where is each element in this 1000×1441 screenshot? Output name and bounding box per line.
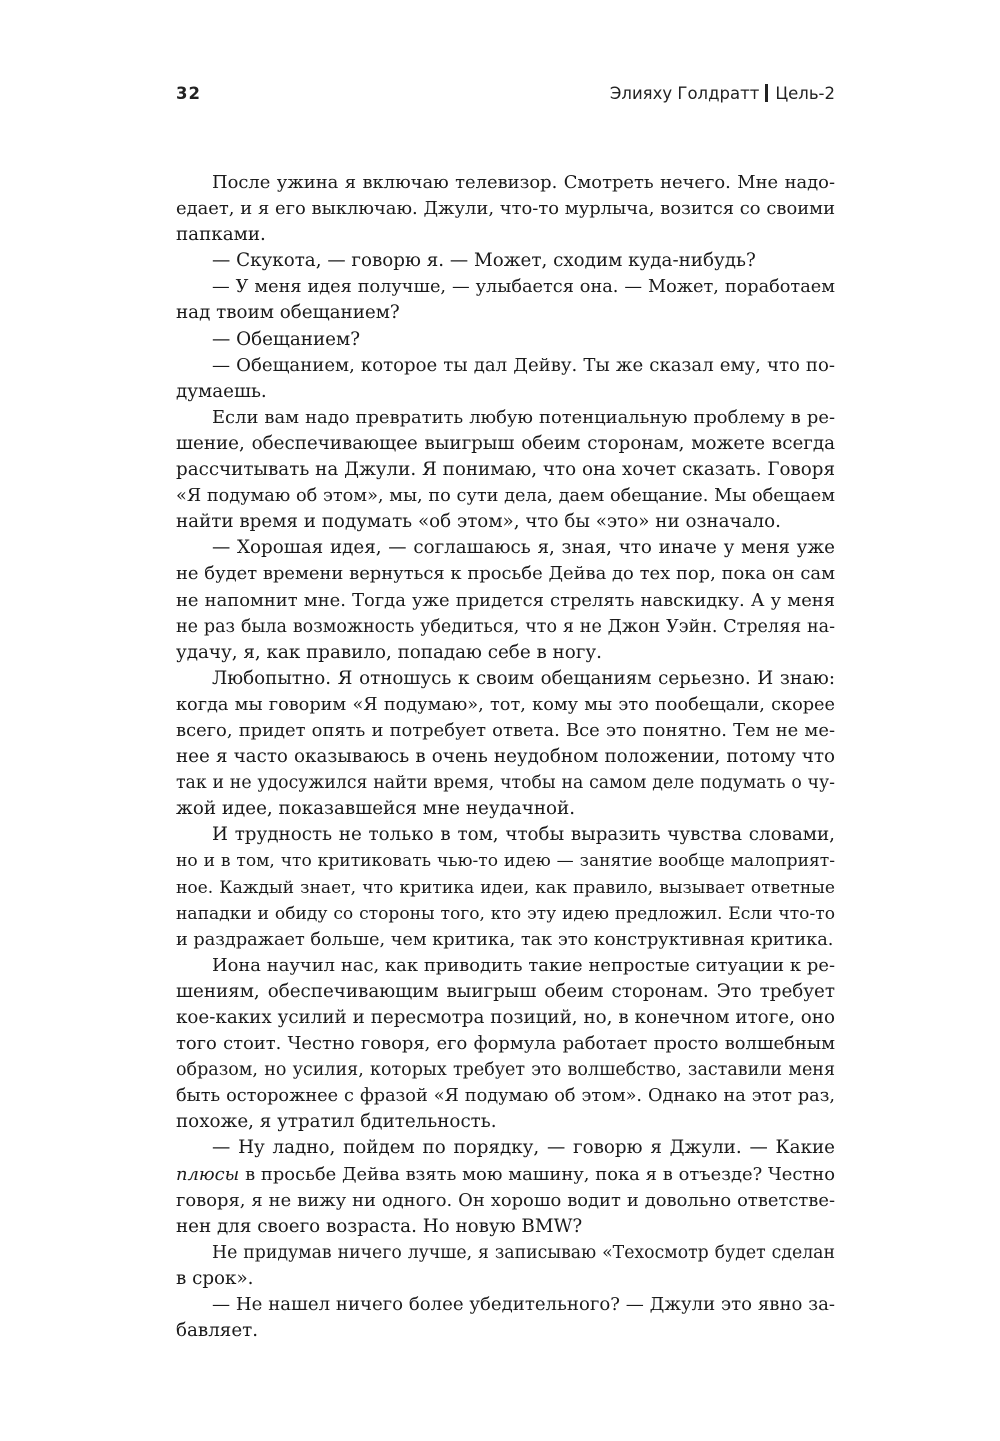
emphasized-word: плюсы: [176, 1163, 240, 1185]
line-text: — Хорошая идея, — соглашаюсь я, зная, что иначе у меня уже: [212, 537, 835, 559]
line-text: над твоим обещанием?: [176, 302, 400, 324]
header-separator: [765, 84, 768, 102]
line-text: когда мы говорим «Я подумаю», тот, кому мы это пообещали, скорее: [176, 694, 835, 715]
line-text: всего, придет опять и потребует ответа. Все это понятно. Тем не ме-: [176, 719, 835, 741]
text-line: [176, 353, 835, 379]
text-line: [176, 1057, 835, 1083]
line-text: не напомнит мне. Тогда уже придется стрелять навскидку. А у меня: [176, 589, 835, 611]
text-line: [176, 535, 835, 561]
text-line: [176, 1240, 835, 1266]
line-text: и раздражает больше, чем критика, так это конструктивная критика.: [176, 929, 834, 950]
text-line: [176, 1005, 835, 1031]
text-line: [176, 614, 835, 640]
text-line: [176, 561, 835, 587]
text-line: [176, 770, 835, 796]
text-line: [176, 953, 835, 979]
text-line: [176, 1214, 835, 1240]
line-text: ное. Каждый знает, что критика идеи, как правило, вызывает ответные: [176, 877, 835, 898]
text-line: [176, 1083, 835, 1109]
line-text: не раз была возможность убедиться, что я не Джон Уэйн. Стреляя на-: [176, 616, 835, 637]
text-line: [176, 744, 835, 770]
line-text: жой идее, показавшейся мне неудачной.: [176, 798, 576, 820]
text-line: [176, 405, 835, 431]
text-line: [176, 875, 835, 901]
text-line: [176, 1318, 835, 1344]
text-line: [176, 509, 835, 535]
line-text: говоря, я не вижу ни одного. Он хорошо водит и довольно ответстве-: [176, 1189, 835, 1211]
text-line: [176, 1266, 835, 1292]
page-number: 32: [176, 84, 201, 103]
line-text: Не придумав ничего лучше, я записываю «Техосмотр будет сделан: [212, 1242, 835, 1263]
text-line: [176, 1135, 835, 1161]
line-text: нее я часто оказываюсь в очень неудобном положении, потому что: [176, 746, 835, 768]
text-line: [176, 483, 835, 509]
line-text: быть осторожнее с фразой «Я подумаю об этом». Однако на этот раз,: [176, 1086, 835, 1107]
text-line: [176, 327, 835, 353]
line-text: — Ну ладно, пойдем по порядку, — говорю я Джули. — Какие: [212, 1137, 835, 1159]
text-line: [176, 196, 835, 222]
text-line: [176, 822, 835, 848]
line-text: Иона научил нас, как приводить такие непростые ситуации к ре-: [212, 954, 835, 976]
line-text: похоже, я утратил бдительность.: [176, 1111, 497, 1133]
text-line: [176, 431, 835, 457]
line-text: едает, и я его выключаю. Джули, что-то мурлыча, возится со своими: [176, 198, 835, 220]
text-line: [176, 1109, 835, 1135]
line-text: Если вам надо превратить любую потенциальную проблему в ре-: [212, 406, 835, 428]
text-line: [176, 718, 835, 744]
line-text: папками.: [176, 224, 266, 246]
line-text: думаешь.: [176, 380, 267, 402]
line-text: шениям, обеспечивающим выигрыш обеим сторонам. Это требует: [176, 980, 835, 1002]
text-line: [176, 666, 835, 692]
line-text: в срок».: [176, 1267, 254, 1289]
text-line: [176, 1162, 835, 1188]
text-line: [176, 457, 835, 483]
line-text: нападки и обиду со стороны того, кто эту идею предложил. Если что-то: [176, 903, 835, 924]
text-line: [176, 901, 835, 927]
text-line: [176, 796, 835, 822]
body-text: [176, 170, 835, 1344]
text-line: [176, 640, 835, 666]
line-text: рассчитывать на Джули. Я понимаю, что она хочет сказать. Говоря: [176, 459, 835, 481]
text-line: [176, 588, 835, 614]
line-text: «Я подумаю об этом», мы, по сути дела, даем обещание. Мы обещаем: [176, 486, 835, 507]
running-head: [610, 84, 835, 103]
line-text: — Скукота, — говорю я. — Может, сходим куда-нибудь?: [212, 250, 756, 272]
line-text: И трудность не только в том, чтобы выразить чувства словами,: [212, 824, 835, 846]
text-line: [176, 848, 835, 874]
text-line: [176, 379, 835, 405]
line-text: так и не удосужился найти время, чтобы на самом деле подумать о чу-: [176, 773, 835, 794]
text-line: [176, 300, 835, 326]
line-text: — Не нашел ничего более убедительного? — Джули это явно за-: [212, 1294, 835, 1316]
text-line: [176, 1188, 835, 1214]
text-line: [176, 979, 835, 1005]
line-text: в просьбе Дейва взять мою машину, пока я в отъезде? Честно: [239, 1163, 835, 1185]
text-line: [176, 1292, 835, 1318]
line-text: После ужина я включаю телевизор. Смотреть нечего. Мне надо-: [212, 172, 835, 193]
line-text: шение, обеспечивающее выигрыш обеим сторонам, можете всегда: [176, 432, 835, 454]
line-text: — У меня идея получше, — улыбается она. — Может, поработаем: [212, 277, 835, 298]
author-name: Элияху Голдратт: [609, 84, 760, 103]
text-line: [176, 1031, 835, 1057]
line-text: Любопытно. Я отношусь к своим обещаниям серьезно. И знаю:: [212, 667, 835, 689]
line-text: найти время и подумать «об этом», что бы «это» ни означало.: [176, 511, 781, 533]
text-line: [176, 170, 835, 196]
line-text: бавляет.: [176, 1320, 259, 1342]
line-text: — Обещанием, которое ты дал Дейву. Ты же сказал ему, что по-: [212, 354, 835, 376]
text-line: [176, 274, 835, 300]
running-header: [176, 84, 835, 110]
text-line: [176, 222, 835, 248]
book-title: Цель-2: [775, 84, 835, 103]
text-line: [176, 248, 835, 274]
line-text: кое-каких усилий и пересмотра позиций, но, в конечном итоге, оно: [176, 1007, 835, 1028]
line-text: — Обещанием?: [212, 328, 361, 350]
text-line: [176, 692, 835, 718]
line-text: образом, но усилия, которых требует это волшебство, заставили меня: [176, 1060, 835, 1081]
text-line: [176, 927, 835, 953]
line-text: удачу, я, как правило, попадаю себе в ногу.: [176, 641, 602, 663]
line-text: но и в том, что критиковать чью-то идею — занятие вообще малоприят-: [176, 851, 835, 872]
line-text: нен для своего возраста. Но новую BMW?: [176, 1215, 583, 1237]
line-text: того стоит. Честно говоря, его формула работает просто волшебным: [176, 1033, 835, 1055]
line-text: не будет времени вернуться к просьбе Дейва до тех пор, пока он сам: [176, 563, 835, 585]
